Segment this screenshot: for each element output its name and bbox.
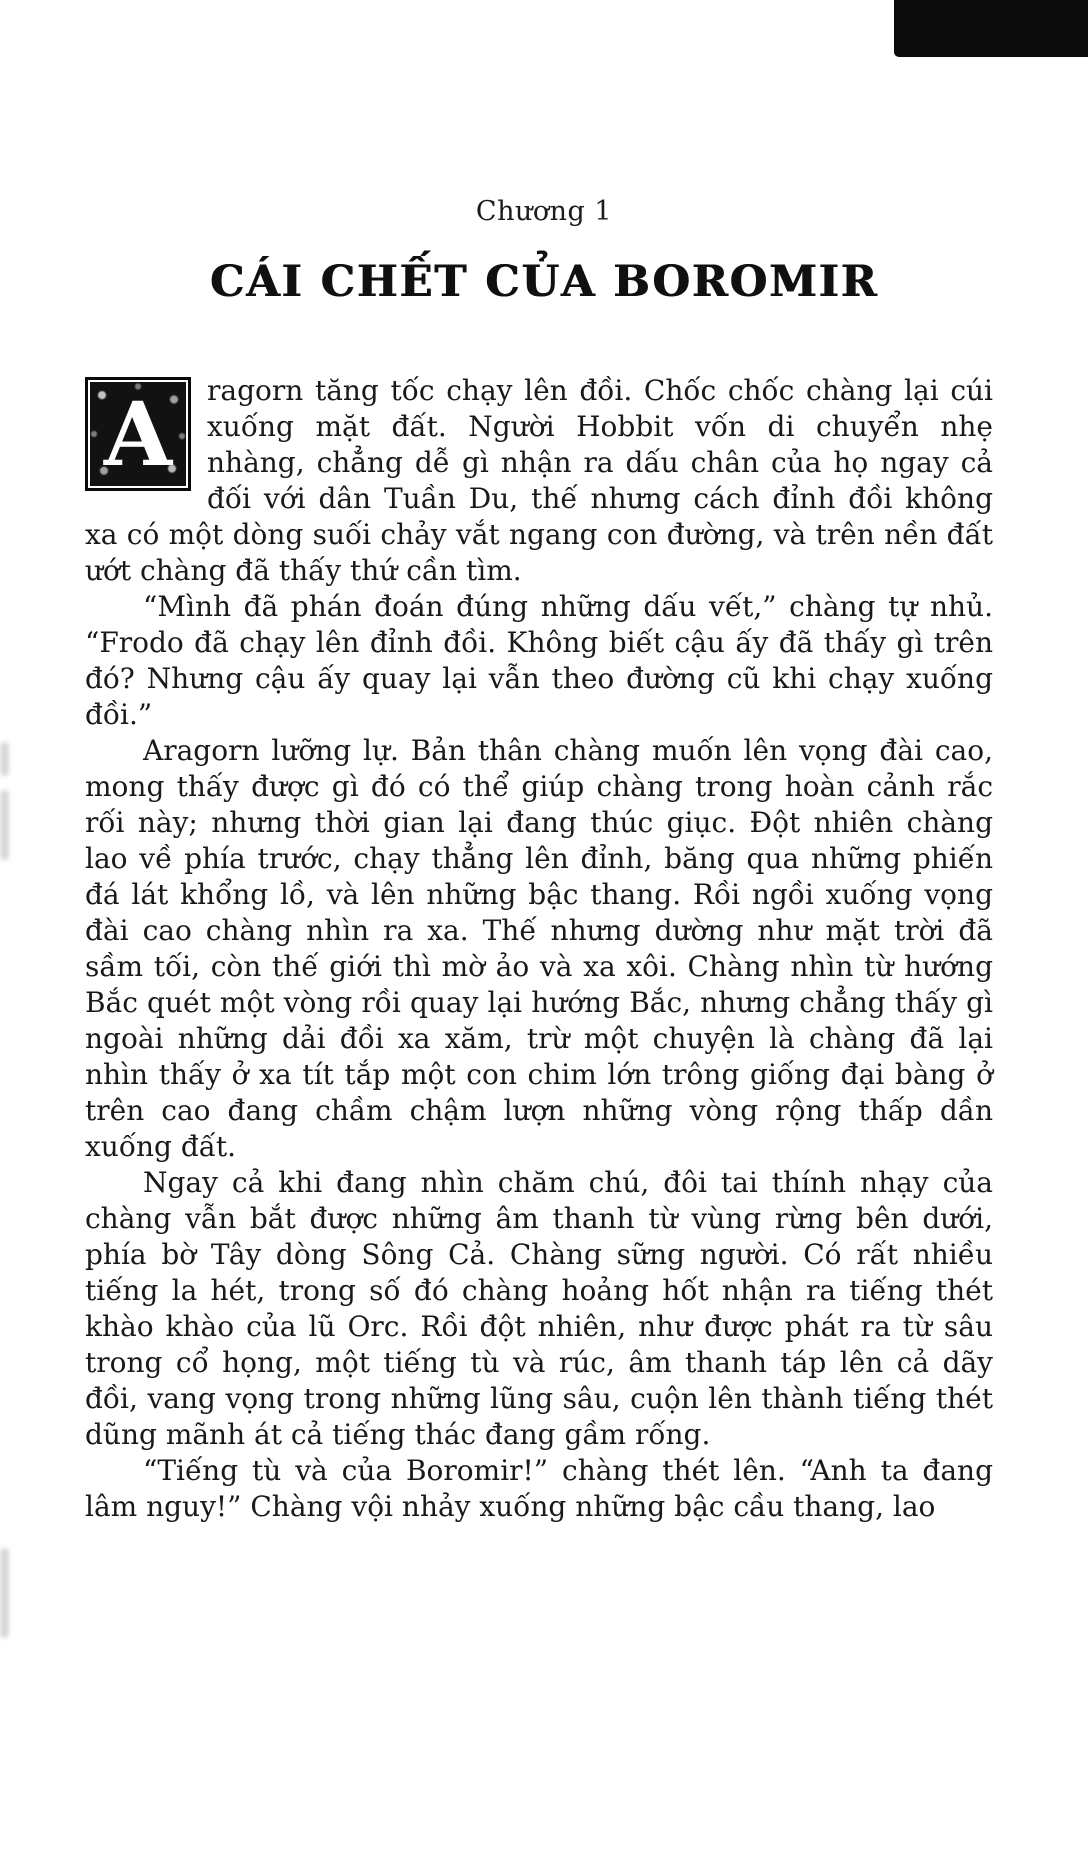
chapter-number: Chương 1 <box>475 196 613 227</box>
paragraph-1 <box>85 373 993 589</box>
chapter-title: CÁI CHẾT CỦA BOROMIR <box>209 257 879 307</box>
paragraph-1-text: ragorn tăng tốc chạy lên đồi. Chốc chốc chàng lại cúi xuống mặt đất. Người Hobbit vốn di chuyển nhẹ nhàng, chẳng dễ gì nhận ra dấu chân của họ ngay cả đối với dân Tuần Du, thế nhưng cách đỉnh đồi không xa có một dòng suối chảy vắt ngang con đường, và trên nền đất ướt chàng đã thấy thứ cần tìm. <box>85 374 993 587</box>
scan-smudge <box>0 742 9 776</box>
scan-artifact-bar <box>894 0 1088 57</box>
scan-smudge <box>0 790 9 860</box>
scan-smudge <box>0 1548 9 1638</box>
page-body <box>85 373 993 1525</box>
paragraph-2: “Mình đã phán đoán đúng những dấu vết,” chàng tự nhủ. “Frodo đã chạy lên đỉnh đồi. Không biết cậu ấy đã thấy gì trên đó? Nhưng cậu ấy quay lại vẫn theo đường cũ khi chạy xuống đồi.” <box>85 590 993 731</box>
paragraph-4: Ngay cả khi đang nhìn chăm chú, đôi tai thính nhạy của chàng vẫn bắt được những âm thanh từ vùng rừng bên dưới, phía bờ Tây dòng Sông Cả. Chàng sững người. Có rất nhiều tiếng la hét, trong số đó chàng hoảng hốt nhận ra tiếng thét khào khào của lũ Orc. Rồi đột nhiên, như được phát ra từ sâu trong cổ họng, một tiếng tù và rúc, âm thanh táp lên cả dãy đồi, vang vọng trong những lũng sâu, cuộn lên thành tiếng thét dũng mãnh át cả tiếng thác đang gầm rống. <box>85 1166 993 1451</box>
paragraph-5: “Tiếng tù và của Boromir!” chàng thét lên. “Anh ta đang lâm nguy!” Chàng vội nhảy xuống những bậc cầu thang, lao <box>85 1454 993 1523</box>
drop-cap: A <box>85 377 191 491</box>
paragraph-3: Aragorn lưỡng lự. Bản thân chàng muốn lên vọng đài cao, mong thấy được gì đó có thể giúp chàng trong hoàn cảnh rắc rối này; nhưng thời gian lại đang thúc giục. Đột nhiên chàng lao về phía trước, chạy thẳng lên đỉnh, băng qua những phiến đá lát khổng lồ, và lên những bậc thang. Rồi ngồi xuống vọng đài cao chàng nhìn ra xa. Thế nhưng dường như mặt trời đã sầm tối, còn thế giới thì mờ ảo và xa xôi. Chàng nhìn từ hướng Bắc quét một vòng rồi quay lại hướng Bắc, nhưng chẳng thấy gì ngoài những dải đồi xa xăm, trừ một chuyện là chàng đã lại nhìn thấy ở xa tít tắp một con chim lớn trông giống đại bàng ở trên cao đang chầm chậm lượn những vòng rộng thấp dần xuống đất. <box>85 734 993 1163</box>
